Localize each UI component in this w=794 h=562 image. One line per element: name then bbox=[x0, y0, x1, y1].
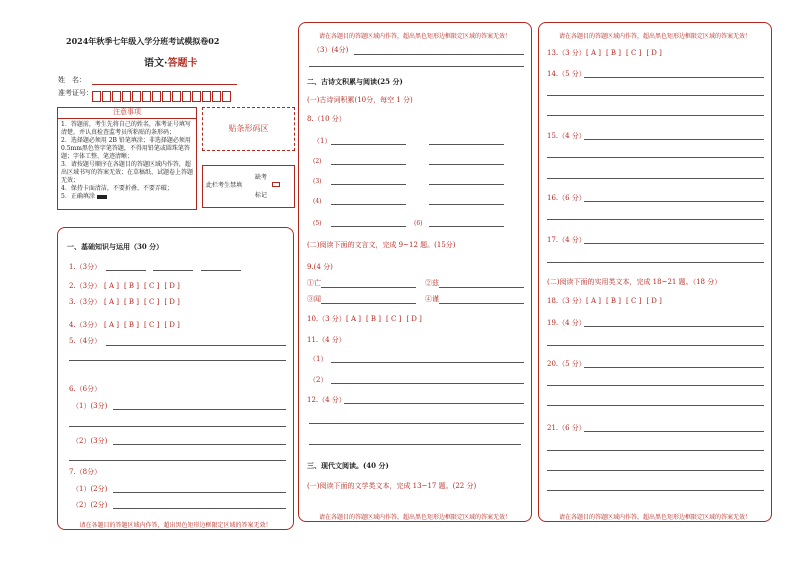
q3-label: 3.（3分） bbox=[69, 298, 102, 306]
q16-line[interactable] bbox=[547, 219, 764, 220]
option-d[interactable]: [ D ] bbox=[646, 49, 662, 57]
q8-part-label: (6) bbox=[414, 220, 423, 227]
sub4-title: (二)阅读下面的实用类文本，完成 18~21 题。（18 分） bbox=[547, 278, 722, 286]
q1-label: 1.（3分） bbox=[69, 263, 102, 271]
option-c[interactable]: [ C ] bbox=[144, 282, 160, 290]
q12-line[interactable] bbox=[344, 403, 524, 404]
id-cell[interactable] bbox=[212, 91, 221, 102]
q6-2-line[interactable] bbox=[69, 460, 286, 461]
q8-label: 8.（10 分） bbox=[307, 115, 346, 123]
q11-label: 11.（4 分） bbox=[307, 336, 346, 344]
notice-item: 3．请按题号顺序在各题目的答题区域内作答，超出区域书写的答案无效；在草稿纸、试题卷上答题无效； bbox=[61, 161, 194, 184]
q15-line[interactable] bbox=[584, 139, 764, 140]
q2-options[interactable] bbox=[104, 282, 185, 291]
answer-warning: 请在各题目的答题区域内作答，超出黑色矩形边框限定区域的答案无效！ bbox=[558, 33, 751, 40]
id-cell[interactable] bbox=[112, 91, 121, 102]
q9-word: ①亡 bbox=[307, 279, 321, 287]
q9-label: 9.(4 分) bbox=[307, 263, 333, 271]
q6-1-line[interactable] bbox=[113, 409, 286, 410]
q21-label: 21.（6 分） bbox=[547, 424, 586, 432]
q8-blank[interactable] bbox=[429, 226, 504, 227]
q16-label: 16.（6 分） bbox=[547, 194, 586, 202]
q15-line[interactable] bbox=[547, 178, 764, 179]
q11-2-label: （2） bbox=[309, 376, 328, 384]
barcode-area bbox=[202, 107, 295, 151]
absent-label-bottom: 标记 bbox=[255, 192, 268, 199]
q4-options[interactable] bbox=[104, 321, 185, 330]
q12-line[interactable] bbox=[309, 423, 524, 424]
q7-1-label: （1）(2分) bbox=[72, 485, 108, 493]
q9-blank[interactable] bbox=[321, 303, 416, 304]
option-b[interactable]: [ B ] bbox=[123, 298, 140, 306]
answer-line[interactable] bbox=[309, 66, 524, 67]
fill-example-mark bbox=[97, 195, 107, 199]
q8-part-label: (3) bbox=[313, 178, 322, 185]
q1-blank-3[interactable] bbox=[201, 270, 241, 271]
q8-blank[interactable] bbox=[331, 144, 406, 145]
q6-2-line[interactable] bbox=[113, 444, 286, 445]
id-grid[interactable] bbox=[92, 87, 232, 106]
section1-title: 一、基础知识与运用（30 分） bbox=[67, 242, 164, 251]
option-c[interactable]: [ C ] bbox=[626, 297, 642, 305]
q21-line[interactable] bbox=[584, 431, 764, 432]
option-d[interactable]: [ D ] bbox=[406, 315, 422, 323]
q19-line[interactable] bbox=[547, 345, 764, 346]
option-c[interactable]: [ C ] bbox=[144, 298, 160, 306]
q8-part-label: (4) bbox=[313, 198, 322, 205]
q10-label: 10.（3 分） bbox=[307, 315, 346, 323]
answer-card-label: 答题卡 bbox=[167, 58, 198, 69]
q8-blank[interactable] bbox=[331, 164, 406, 165]
option-c[interactable]: [ C ] bbox=[386, 315, 402, 323]
q21-line[interactable] bbox=[547, 470, 764, 471]
q6-1-label: （1）(3分) bbox=[72, 402, 108, 410]
id-cell[interactable] bbox=[162, 91, 171, 102]
id-cell[interactable] bbox=[192, 91, 201, 102]
q9-blank[interactable] bbox=[439, 287, 524, 288]
q9-blank[interactable] bbox=[439, 303, 524, 304]
answer-warning: 请在各题目的答题区域内作答，超出黑色矩形边框限定区域的答案无效！ bbox=[79, 522, 272, 529]
option-b[interactable]: [ B ] bbox=[365, 315, 382, 323]
q14-line[interactable] bbox=[547, 115, 764, 116]
q4-label: 4.（3分） bbox=[69, 321, 102, 329]
q14-line[interactable] bbox=[584, 77, 764, 78]
notice-item: 4．保持卡面清洁，不要折叠、不要弄破； bbox=[61, 185, 173, 192]
id-cell[interactable] bbox=[142, 91, 151, 102]
id-label: 准考证号： bbox=[58, 89, 93, 97]
option-c[interactable]: [ C ] bbox=[144, 321, 160, 329]
q18-label: 18.（3 分） bbox=[547, 297, 586, 305]
q19-line[interactable] bbox=[584, 326, 764, 327]
q17-line[interactable] bbox=[584, 243, 764, 244]
q14-label: 14.（5 分） bbox=[547, 70, 586, 78]
q10-options[interactable] bbox=[346, 315, 427, 324]
q17-line[interactable] bbox=[547, 262, 764, 263]
q12-label: 12.（4 分） bbox=[307, 396, 346, 404]
q1-blank-1[interactable] bbox=[106, 270, 146, 271]
id-cell[interactable] bbox=[92, 91, 101, 102]
q8-blank[interactable] bbox=[429, 184, 504, 185]
q3-options[interactable] bbox=[104, 298, 185, 307]
q20-line[interactable] bbox=[584, 367, 764, 368]
q7-2-label: （2）(2分) bbox=[72, 501, 108, 509]
q8-blank[interactable] bbox=[429, 204, 504, 205]
id-cell[interactable] bbox=[172, 91, 181, 102]
q15-line[interactable] bbox=[547, 157, 764, 158]
q15-label: 15.（4 分） bbox=[547, 132, 586, 140]
q18-options[interactable] bbox=[586, 297, 667, 306]
q9-blank[interactable] bbox=[321, 287, 416, 288]
option-b[interactable]: [ B ] bbox=[123, 282, 140, 290]
option-a[interactable]: [ A ] bbox=[104, 321, 119, 329]
q6-1-line[interactable] bbox=[69, 426, 286, 427]
q1-blank-2[interactable] bbox=[153, 270, 193, 271]
section3-title: 三、现代文阅读。(40 分) bbox=[307, 461, 389, 470]
id-cell[interactable] bbox=[202, 91, 211, 102]
q9-word: ③闻 bbox=[307, 295, 321, 303]
subject-name: 语文 bbox=[144, 58, 164, 69]
notice-title: 注意事项 bbox=[58, 108, 196, 119]
option-a[interactable]: [ A ] bbox=[104, 298, 119, 306]
option-c[interactable]: [ C ] bbox=[626, 49, 642, 57]
id-cell[interactable] bbox=[102, 91, 111, 102]
q8-blank[interactable] bbox=[331, 184, 406, 185]
q5-label: 5.（4分） bbox=[69, 337, 102, 345]
q7-2-line[interactable] bbox=[113, 508, 286, 509]
q7-label: 7.（8分） bbox=[69, 468, 102, 476]
q5-line[interactable] bbox=[106, 345, 286, 346]
q8-blank[interactable] bbox=[331, 226, 406, 227]
absent-checkbox[interactable] bbox=[272, 182, 280, 187]
section1-box bbox=[57, 227, 294, 530]
answer-warning: 请在各题目的答题区域内作答，超出黑色矩形边框限定区域的答案无效！ bbox=[318, 514, 511, 521]
absent-restrict-label: 此栏考生禁填 bbox=[206, 182, 243, 189]
q20-line[interactable] bbox=[547, 385, 764, 386]
q9-word: ④谨 bbox=[425, 295, 439, 303]
option-d[interactable]: [ D ] bbox=[164, 298, 180, 306]
id-cell[interactable] bbox=[122, 91, 131, 102]
option-a[interactable]: [ A ] bbox=[586, 49, 601, 57]
section2-title: 二、古诗文积累与阅读(25 分) bbox=[307, 77, 403, 86]
exam-title: 2024年秋季七年级入学分班考试模拟卷02 bbox=[66, 36, 220, 46]
q5-line[interactable] bbox=[69, 360, 286, 361]
absent-label-top: 缺考 bbox=[255, 174, 268, 181]
q21-line[interactable] bbox=[547, 450, 764, 451]
name-field[interactable] bbox=[92, 84, 237, 85]
q6-2-label: （2）(3分) bbox=[72, 437, 108, 445]
q7-1-line[interactable] bbox=[113, 492, 286, 493]
id-cell[interactable] bbox=[152, 91, 161, 102]
option-d[interactable]: [ D ] bbox=[646, 297, 662, 305]
column3-box bbox=[538, 22, 772, 522]
q13-options[interactable] bbox=[586, 49, 667, 58]
q8-blank[interactable] bbox=[429, 164, 504, 165]
option-a[interactable]: [ A ] bbox=[346, 315, 361, 323]
q11-1-line[interactable] bbox=[331, 362, 524, 363]
q9-word: ②兹 bbox=[425, 279, 439, 287]
q21-line[interactable] bbox=[547, 490, 764, 491]
q14-line[interactable] bbox=[547, 95, 764, 96]
q20-label: 20.（5 分） bbox=[547, 360, 586, 368]
option-a[interactable]: [ A ] bbox=[586, 297, 601, 305]
q8-part-label: (2) bbox=[313, 158, 322, 165]
id-cell[interactable] bbox=[132, 91, 141, 102]
q19-label: 19.（4 分） bbox=[547, 319, 586, 327]
q16-line[interactable] bbox=[584, 201, 764, 202]
id-cell[interactable] bbox=[222, 91, 231, 102]
title-separator: · bbox=[164, 58, 168, 69]
option-a[interactable]: [ A ] bbox=[104, 282, 119, 290]
subject-title bbox=[144, 58, 197, 70]
fill-example-label: 5．正确填涂 bbox=[61, 193, 95, 200]
notice-box bbox=[57, 107, 197, 210]
q6-label: 6.（6分） bbox=[69, 385, 102, 393]
option-b[interactable]: [ B ] bbox=[605, 49, 622, 57]
notice-item: 2．选择题必须用 2B 铅笔填涂；非选择题必须用 0.5mm黑色签字笔答题，不得用铅笔或圆珠笔答题；字体工整、笔迹清晰； bbox=[61, 137, 191, 160]
answer-warning: 请在各题目的答题区域内作答，超出黑色矩形边框限定区域的答案无效！ bbox=[558, 514, 751, 521]
q3-part3-label: （3）(4分) bbox=[313, 46, 349, 54]
option-d[interactable]: [ D ] bbox=[164, 282, 180, 290]
q8-blank[interactable] bbox=[429, 144, 504, 145]
q8-part-label: （1） bbox=[313, 137, 332, 145]
q8-part-label: (5) bbox=[313, 220, 322, 227]
q11-1-label: （1） bbox=[309, 355, 328, 363]
absent-box bbox=[202, 165, 295, 208]
column2-box bbox=[298, 22, 532, 522]
answer-warning: 请在各题目的答题区域内作答，超出黑色矩形边框限定区域的答案无效！ bbox=[318, 33, 511, 40]
q17-label: 17.（4 分） bbox=[547, 236, 586, 244]
option-b[interactable]: [ B ] bbox=[123, 321, 140, 329]
option-d[interactable]: [ D ] bbox=[164, 321, 180, 329]
q13-label: 13.（3 分） bbox=[547, 49, 586, 57]
q11-2-line[interactable] bbox=[331, 383, 524, 384]
sub1-title: (一)古诗词积累(10分，每空 1 分) bbox=[307, 96, 413, 104]
q2-label: 2.（3分） bbox=[69, 282, 102, 290]
barcode-label: 贴条形码区 bbox=[228, 124, 269, 133]
sub2-title: (二)阅读下面的文言文，完成 9~12 题。(15分) bbox=[307, 241, 456, 249]
q8-blank[interactable] bbox=[331, 204, 406, 205]
sub3-title: (一)阅读下面的文学类文本，完成 13~17 题。(22 分) bbox=[307, 482, 477, 490]
notice-item: 1．答题前，考生先将自己的姓名，准考证号填写清楚，并认真检查监考员所粘贴的条形码； bbox=[61, 121, 191, 136]
q20-line[interactable] bbox=[547, 405, 764, 406]
id-cell[interactable] bbox=[182, 91, 191, 102]
name-label: 姓 名： bbox=[58, 76, 86, 84]
q12-line[interactable] bbox=[309, 444, 521, 445]
q3-part3-line[interactable] bbox=[354, 54, 524, 55]
option-b[interactable]: [ B ] bbox=[605, 297, 622, 305]
